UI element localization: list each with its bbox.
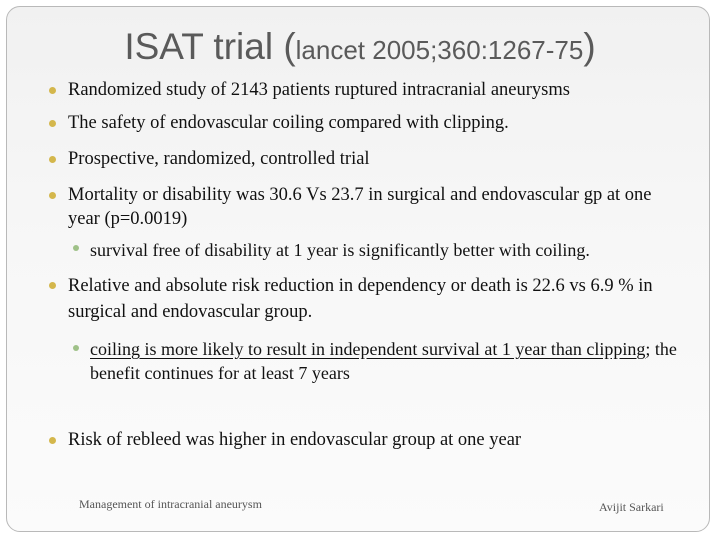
bullet-text: Mortality or disability was 30.6 Vs 23.7 in surgical and endovascular gp at one year (p=0.0019) [68, 185, 652, 229]
bullet-item-design [48, 147, 680, 171]
sub-bullet-dot-icon [73, 345, 79, 351]
sub-bullet-survival [48, 237, 680, 263]
bullet-list [48, 78, 680, 452]
footer-right: Avijit Sarkari [599, 500, 664, 514]
bullet-dot-icon [49, 192, 56, 199]
bullet-item-mortality [48, 183, 680, 231]
sub-bullet-text: survival free of disability at 1 year is significantly better with coiling. [90, 240, 590, 260]
footer-left: Management of intracranial aneurysm [79, 497, 262, 511]
bullet-dot-icon [49, 120, 56, 127]
bullet-text: Risk of rebleed was higher in endovascular group at one year [68, 430, 522, 450]
bullet-text: Randomized study of 2143 patients ruptured intracranial aneurysms [68, 80, 570, 100]
bullet-text: Prospective, randomized, controlled trial [68, 149, 370, 169]
underlined-text: coiling is more likely to result in independent survival at 1 year than clipping [90, 339, 646, 359]
bullet-dot-icon [49, 156, 56, 163]
title-main: ISAT trial ( [124, 26, 296, 67]
title-close: ) [583, 26, 596, 67]
bullet-dot-icon [49, 437, 56, 444]
bullet-item-safety [48, 111, 680, 135]
slide-title [0, 24, 720, 73]
bullet-item-study [48, 78, 680, 102]
bullet-text: The safety of endovascular coiling compared with clipping. [68, 113, 509, 133]
bullet-item-rebleed [48, 428, 680, 452]
bullet-dot-icon [49, 87, 56, 94]
bullet-text: Relative and absolute risk reduction in dependency or death is 22.6 vs 6.9 % in surgical and endovascular group. [68, 276, 653, 322]
bullet-item-risk-reduction [48, 273, 680, 325]
title-citation: lancet 2005;360:1267-75 [295, 35, 584, 65]
sub-bullet-dot-icon [73, 245, 79, 251]
bullet-dot-icon [49, 282, 56, 289]
sub-bullet-coiling [48, 337, 680, 385]
sub-bullet-text: ; the benefit continues for at least 7 years [90, 339, 677, 383]
